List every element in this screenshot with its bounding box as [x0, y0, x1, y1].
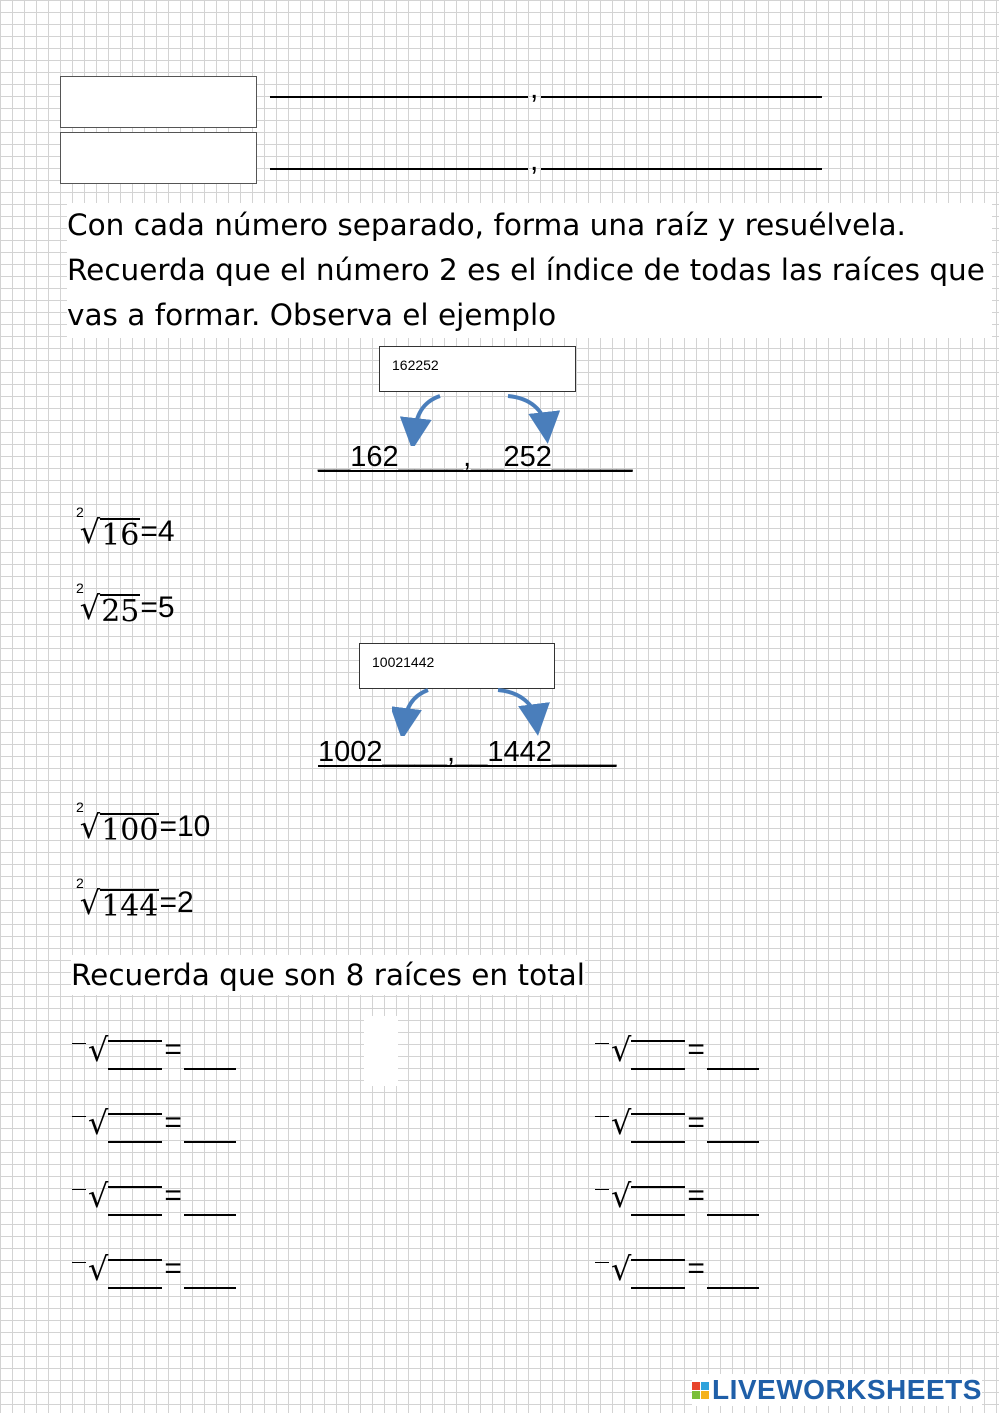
radical-icon: √ [88, 1177, 109, 1215]
answer-box-2[interactable] [60, 132, 257, 184]
logo-text: LIVEWORKSHEETS [712, 1374, 982, 1405]
separator-comma-2: , [530, 144, 539, 177]
radicand-blank[interactable] [108, 1259, 162, 1289]
logo-square-2 [701, 1382, 709, 1390]
exercise-root-6[interactable] [595, 1103, 759, 1143]
radicand: 100 [101, 813, 159, 848]
blank-line-1a [270, 96, 528, 98]
radical-icon: √ [611, 1031, 632, 1069]
root-index: 2 [76, 504, 84, 520]
root-result: =2 [159, 886, 194, 919]
example-1-split: __162____,__252_____ [318, 441, 633, 473]
radical-icon: √ [88, 1104, 109, 1142]
arrow-right [508, 396, 546, 428]
equals-sign: = [687, 1179, 705, 1212]
answer-box-1[interactable] [60, 76, 257, 128]
exercise-root-2[interactable] [72, 1103, 236, 1143]
result-blank[interactable] [184, 1115, 236, 1143]
white-patch [364, 1016, 398, 1086]
index-blank[interactable] [595, 1116, 609, 1117]
exercise-root-7[interactable] [595, 1176, 759, 1216]
radical-icon: √ [611, 1177, 632, 1215]
radicand: 25 [101, 594, 140, 629]
result-blank[interactable] [707, 1042, 759, 1070]
example-2-arrows [392, 686, 552, 736]
root-result: =4 [140, 515, 175, 548]
radicand-blank[interactable] [631, 1186, 685, 1216]
radical-icon: √ [79, 589, 101, 627]
example-1-root-2 [76, 580, 175, 629]
index-blank[interactable] [72, 1189, 86, 1190]
separator-comma-1: , [530, 72, 539, 105]
equals-sign: = [164, 1106, 182, 1139]
radical-icon: √ [611, 1104, 632, 1142]
equals-sign: = [687, 1033, 705, 1066]
root-index: 2 [76, 580, 84, 596]
index-blank[interactable] [595, 1043, 609, 1044]
index-blank[interactable] [72, 1262, 86, 1263]
equals-sign: = [164, 1252, 182, 1285]
example-1-arrows [400, 390, 560, 446]
radical-icon: √ [88, 1031, 109, 1069]
radicand-blank[interactable] [108, 1186, 162, 1216]
logo-square-1 [692, 1382, 700, 1390]
example-2-number-box: 10021442 [359, 643, 555, 689]
root-result: =10 [159, 810, 211, 843]
exercise-root-1[interactable] [72, 1030, 236, 1070]
radicand-blank[interactable] [631, 1259, 685, 1289]
blank-line-1b [541, 96, 822, 98]
radical-icon: √ [79, 884, 101, 922]
radicand-blank[interactable] [631, 1040, 685, 1070]
arrow-right [498, 690, 536, 720]
equals-sign: = [687, 1252, 705, 1285]
result-blank[interactable] [707, 1188, 759, 1216]
result-blank[interactable] [184, 1261, 236, 1289]
radicand-blank[interactable] [108, 1040, 162, 1070]
radicand: 16 [101, 518, 140, 553]
equals-sign: = [687, 1106, 705, 1139]
example-2-root-2 [76, 875, 194, 924]
liveworksheets-logo [692, 1374, 982, 1406]
example-2-split: 1002____,__1442____ [318, 736, 617, 768]
arrow-left [404, 690, 428, 724]
radicand-blank[interactable] [631, 1113, 685, 1143]
exercise-root-5[interactable] [595, 1030, 759, 1070]
radicand: 144 [101, 889, 159, 924]
example-2-root-1 [76, 799, 211, 848]
index-blank[interactable] [595, 1262, 609, 1263]
root-result: =5 [140, 591, 175, 624]
exercise-root-4[interactable] [72, 1249, 236, 1289]
result-blank[interactable] [184, 1188, 236, 1216]
exercise-root-8[interactable] [595, 1249, 759, 1289]
exercise-root-3[interactable] [72, 1176, 236, 1216]
index-blank[interactable] [72, 1116, 86, 1117]
equals-sign: = [164, 1179, 182, 1212]
root-index: 2 [76, 799, 84, 815]
blank-line-2a [270, 168, 528, 170]
instructions-text: Con cada número separado, forma una raíz y resuélvela. Recuerda que el número 2 es el índice de todas las raíces que vas a formar. Observa el ejemplo [67, 203, 992, 338]
result-blank[interactable] [707, 1261, 759, 1289]
radicand-blank[interactable] [108, 1113, 162, 1143]
logo-mark-icon [692, 1382, 709, 1399]
logo-square-4 [701, 1391, 709, 1399]
radical-icon: √ [79, 808, 101, 846]
index-blank[interactable] [595, 1189, 609, 1190]
result-blank[interactable] [184, 1042, 236, 1070]
radical-icon: √ [88, 1250, 109, 1288]
radical-icon: √ [79, 513, 101, 551]
radical-icon: √ [611, 1250, 632, 1288]
blank-line-2b [541, 168, 822, 170]
arrow-left [414, 396, 440, 434]
example-1-number-box: 162252 [379, 346, 576, 392]
root-index: 2 [76, 875, 84, 891]
example-1-root-1 [76, 504, 175, 553]
logo-square-3 [692, 1391, 700, 1399]
equals-sign: = [164, 1033, 182, 1066]
index-blank[interactable] [72, 1043, 86, 1044]
result-blank[interactable] [707, 1115, 759, 1143]
reminder-text: Recuerda que son 8 raíces en total [71, 955, 585, 995]
